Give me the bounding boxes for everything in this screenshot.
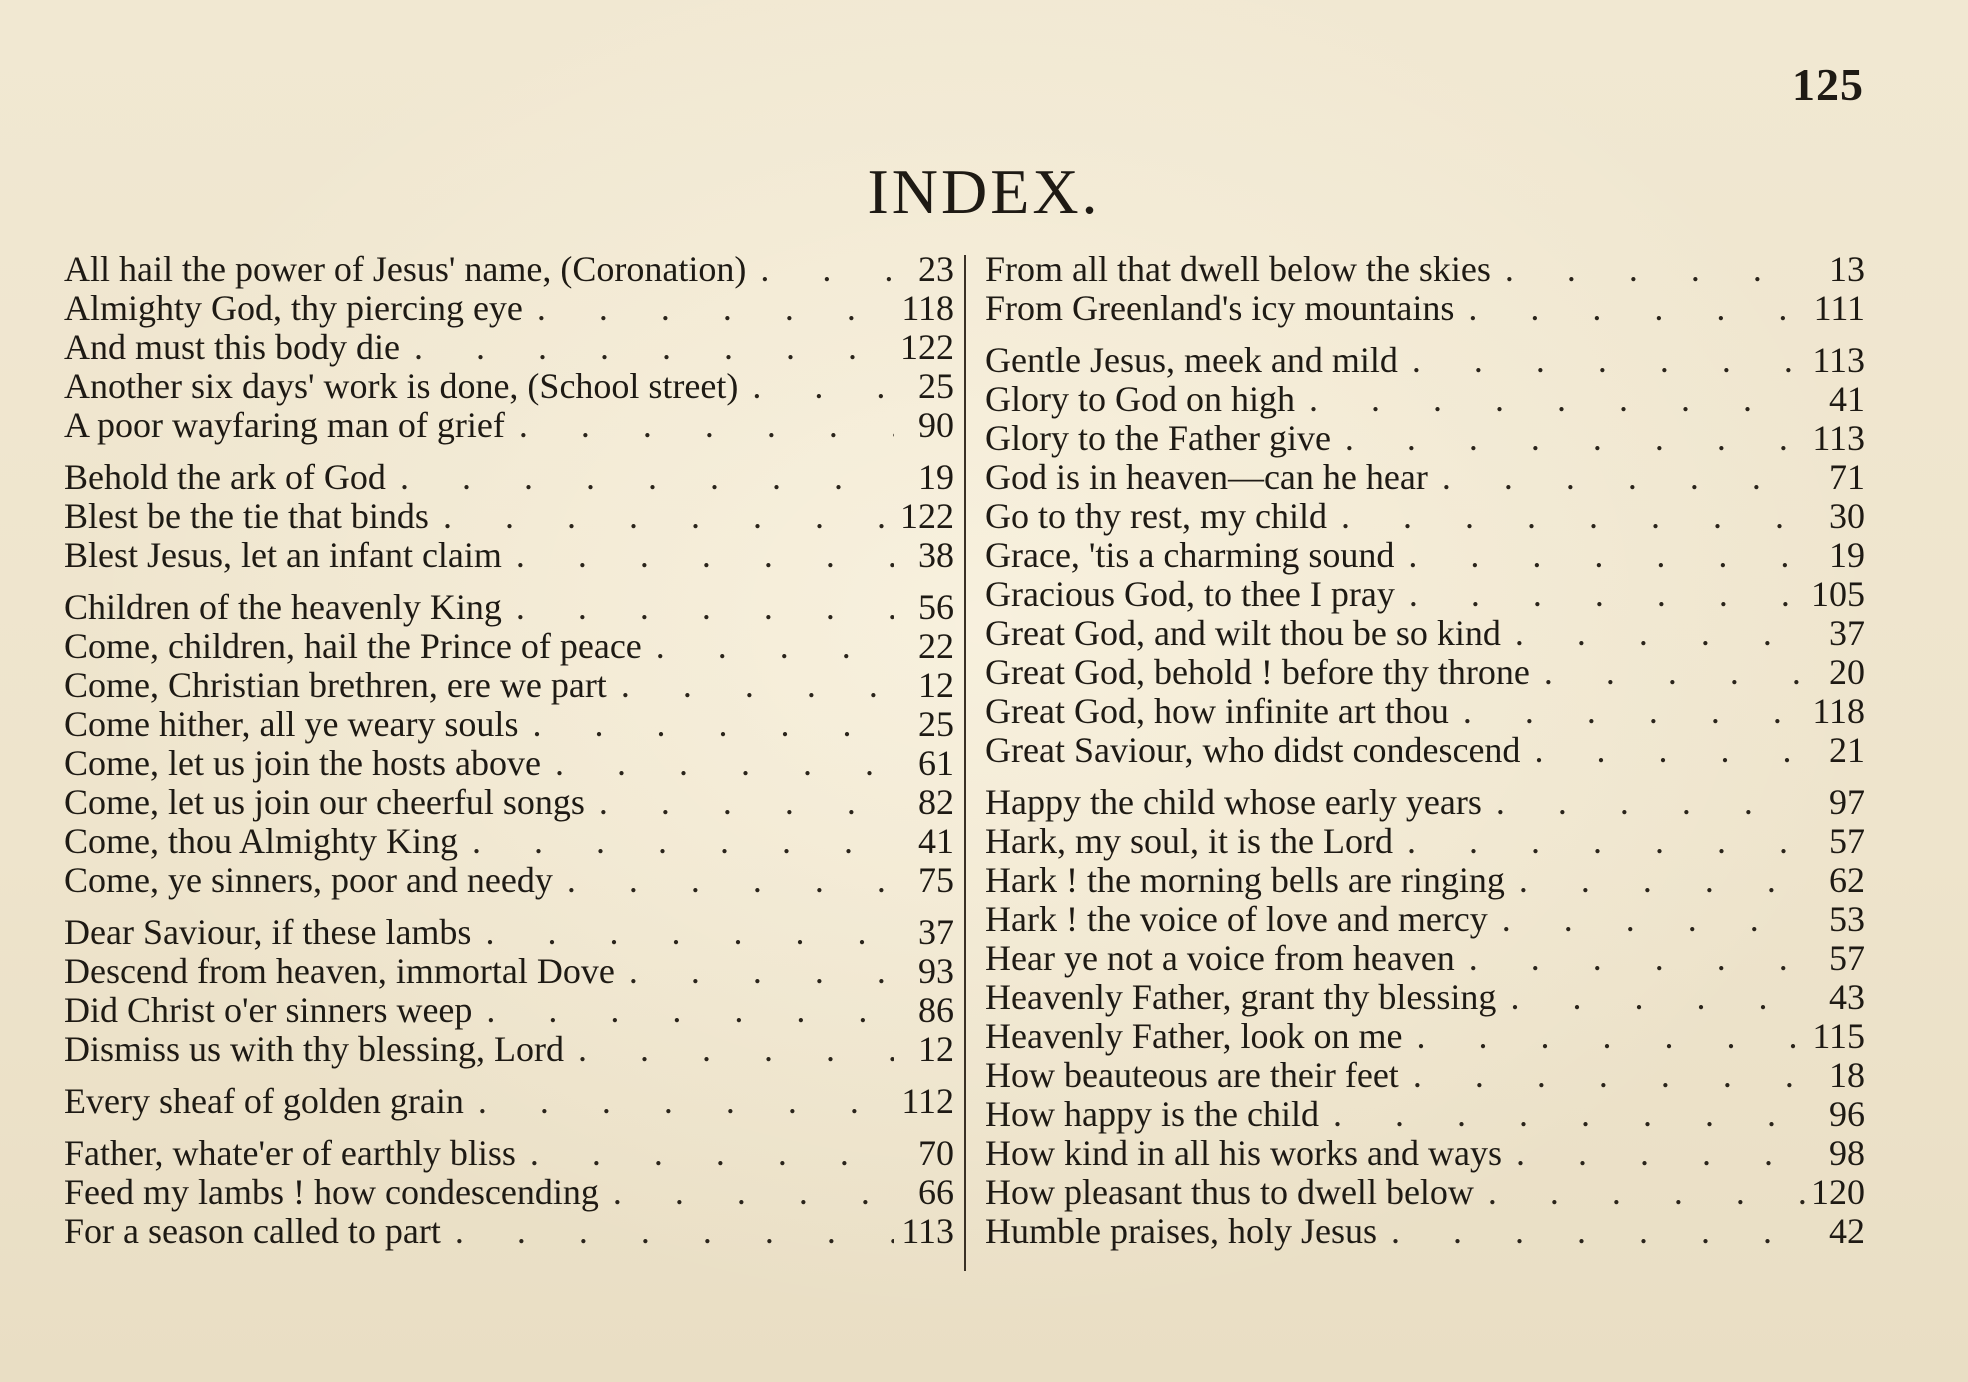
- index-column-right: [985, 250, 1865, 1264]
- index-entry: [985, 1173, 1865, 1212]
- index-letter-group: [64, 458, 954, 575]
- index-entry: [64, 1134, 954, 1173]
- index-entry: [985, 458, 1865, 497]
- dot-leader: [599, 1173, 894, 1212]
- dot-leader: [1398, 341, 1805, 380]
- hymn-title: Gentle Jesus, meek and mild: [985, 340, 1398, 380]
- dot-leader: [1482, 783, 1805, 822]
- dot-leader: [386, 458, 894, 497]
- hymn-title: Glory to the Father give: [985, 418, 1331, 458]
- hymn-title: Go to thy rest, my child: [985, 496, 1327, 536]
- dot-leader: [1428, 458, 1805, 497]
- dot-leader: [502, 588, 894, 627]
- hymn-title: Heavenly Father, grant thy blessing: [985, 977, 1497, 1017]
- index-entry: [985, 653, 1865, 692]
- hymn-title: How happy is the child: [985, 1094, 1319, 1134]
- hymn-title: Blest Jesus, let an infant claim: [64, 535, 502, 575]
- page-reference: 12: [918, 1029, 954, 1069]
- page-reference: 25: [918, 704, 954, 744]
- page-number: 125: [1792, 59, 1864, 110]
- index-entry: [64, 406, 954, 445]
- dot-leader: [585, 783, 894, 822]
- index-entry: [64, 497, 954, 536]
- dot-leader: [505, 406, 894, 445]
- index-entry: [985, 1095, 1865, 1134]
- dot-leader: [1394, 536, 1805, 575]
- hymn-title: A poor wayfaring man of grief: [64, 405, 505, 445]
- hymn-title: Great God, behold ! before thy throne: [985, 652, 1530, 692]
- index-entry: [985, 289, 1865, 328]
- hymn-title: Heavenly Father, look on me: [985, 1016, 1403, 1056]
- page-reference: 115: [1812, 1016, 1865, 1056]
- dot-leader: [1319, 1095, 1805, 1134]
- index-entry: [64, 666, 954, 705]
- index-entry: [985, 1134, 1865, 1173]
- hymn-title: Come, children, hail the Prince of peace: [64, 626, 642, 666]
- page-reference: 18: [1829, 1055, 1865, 1095]
- index-entry: [64, 1082, 954, 1121]
- page-reference: 21: [1829, 730, 1865, 770]
- hymn-title: From all that dwell below the skies: [985, 249, 1491, 289]
- dot-leader: [471, 913, 894, 952]
- hymn-title: Come, thou Almighty King: [64, 821, 459, 861]
- page-reference: 38: [918, 535, 954, 575]
- dot-leader: [502, 536, 894, 575]
- hymn-title: How kind in all his works and ways: [985, 1133, 1502, 1173]
- index-entry: [64, 991, 954, 1030]
- page-reference: 41: [1829, 379, 1865, 419]
- index-entry: [985, 536, 1865, 575]
- page-reference: 30: [1829, 496, 1865, 536]
- page-reference: 61: [918, 743, 954, 783]
- hymn-title: Great God, how infinite art thou: [985, 691, 1449, 731]
- page-reference: 25: [918, 366, 954, 406]
- dot-leader: [1501, 614, 1805, 653]
- index-entry: [64, 1030, 954, 1069]
- index-entry: [64, 367, 954, 406]
- index-entry: [64, 913, 954, 952]
- page-reference: 37: [918, 912, 954, 952]
- page-reference: 82: [918, 782, 954, 822]
- index-entry: [985, 1212, 1865, 1251]
- page-reference: 90: [918, 405, 954, 445]
- page-reference: 98: [1829, 1133, 1865, 1173]
- hymn-title: God is in heaven—can he hear: [985, 457, 1428, 497]
- dot-leader: [615, 952, 894, 991]
- hymn-title: Come, Christian brethren, ere we part: [64, 665, 607, 705]
- page-reference: 13: [1829, 249, 1865, 289]
- hymn-title: Glory to God on high: [985, 379, 1295, 419]
- hymn-title: Humble praises, holy Jesus: [985, 1211, 1377, 1251]
- dot-leader: [458, 822, 894, 861]
- dot-leader: [746, 250, 894, 289]
- page-reference: 42: [1829, 1211, 1865, 1251]
- page-reference: 57: [1829, 938, 1865, 978]
- index-entry: [985, 614, 1865, 653]
- page-reference: 93: [918, 951, 954, 991]
- page-reference: 118: [901, 288, 954, 328]
- hymn-title: Children of the heavenly King: [64, 587, 502, 627]
- page-reference: 113: [1812, 418, 1865, 458]
- page-reference: 86: [918, 990, 954, 1030]
- index-entry: [64, 536, 954, 575]
- index-entry: [64, 861, 954, 900]
- hymn-title: Hark ! the morning bells are ringing: [985, 860, 1505, 900]
- page-reference: 120: [1811, 1172, 1865, 1212]
- index-entry: [64, 1212, 954, 1251]
- hymn-title: Great Saviour, who didst condescend: [985, 730, 1521, 770]
- dot-leader: [1454, 289, 1805, 328]
- dot-leader: [1402, 1017, 1805, 1056]
- dot-leader: [429, 497, 894, 536]
- index-entry: [985, 900, 1865, 939]
- page-reference: 112: [901, 1081, 954, 1121]
- page-reference: 56: [918, 587, 954, 627]
- index-letter-group: [64, 588, 954, 900]
- hymn-title: Behold the ark of God: [64, 457, 386, 497]
- dot-leader: [464, 1082, 894, 1121]
- hymn-title: Did Christ o'er sinners weep: [64, 990, 473, 1030]
- hymn-title: Come hither, all ye weary souls: [64, 704, 519, 744]
- page-reference: 62: [1829, 860, 1865, 900]
- page-reference: 113: [901, 1211, 954, 1251]
- dot-leader: [518, 705, 894, 744]
- index-letter-group: [64, 1082, 954, 1121]
- page-reference: 12: [918, 665, 954, 705]
- index-entry: [64, 1173, 954, 1212]
- page-reference: 23: [918, 249, 954, 289]
- dot-leader: [400, 328, 894, 367]
- dot-leader: [642, 627, 894, 666]
- page-reference: 53: [1829, 899, 1865, 939]
- dot-leader: [607, 666, 894, 705]
- index-entry: [64, 328, 954, 367]
- hymn-title: Every sheaf of golden grain: [64, 1081, 464, 1121]
- dot-leader: [1295, 380, 1805, 419]
- dot-leader: [1393, 822, 1805, 861]
- index-entry: [985, 1017, 1865, 1056]
- index-entry: [64, 250, 954, 289]
- index-entry: [64, 289, 954, 328]
- dot-leader: [1496, 978, 1805, 1017]
- page-reference: 37: [1829, 613, 1865, 653]
- index-entry: [985, 783, 1865, 822]
- page-reference: 57: [1829, 821, 1865, 861]
- index-entry: [985, 692, 1865, 731]
- page-reference: 43: [1829, 977, 1865, 1017]
- dot-leader: [1455, 939, 1805, 978]
- dot-leader: [472, 991, 894, 1030]
- index-entry: [64, 822, 954, 861]
- hymn-title: Hark, my soul, it is the Lord: [985, 821, 1393, 861]
- index-letter-group: [985, 341, 1865, 770]
- index-entry: [64, 458, 954, 497]
- dot-leader: [1399, 1056, 1805, 1095]
- hymn-title: Father, whate'er of earthly bliss: [64, 1133, 516, 1173]
- hymn-title: Descend from heaven, immortal Dove: [64, 951, 615, 991]
- page-reference: 71: [1829, 457, 1865, 497]
- hymn-title: From Greenland's icy mountains: [985, 288, 1455, 328]
- page-reference: 97: [1829, 782, 1865, 822]
- page-reference: 113: [1812, 340, 1865, 380]
- hymn-title: Blest be the tie that binds: [64, 496, 429, 536]
- page-reference: 122: [900, 327, 954, 367]
- index-entry: [985, 380, 1865, 419]
- index-entry: [985, 1056, 1865, 1095]
- page-reference: 19: [918, 457, 954, 497]
- dot-leader: [738, 367, 894, 406]
- hymn-title: And must this body die: [64, 327, 401, 367]
- page-reference: 41: [918, 821, 954, 861]
- hymn-title: How beauteous are their feet: [985, 1055, 1399, 1095]
- index-entry: [64, 783, 954, 822]
- index-entry: [64, 627, 954, 666]
- hymn-title: Another six days' work is done, (School street): [64, 366, 739, 406]
- page-title: INDEX.: [867, 156, 1101, 227]
- page-reference: 75: [918, 860, 954, 900]
- dot-leader: [1377, 1212, 1805, 1251]
- dot-leader: [516, 1134, 894, 1173]
- index-entry: [985, 939, 1865, 978]
- dot-leader: [541, 744, 894, 783]
- index-entry: [985, 250, 1865, 289]
- index-entry: [985, 575, 1865, 614]
- page-reference: 111: [1813, 288, 1865, 328]
- index-entry: [985, 497, 1865, 536]
- dot-leader: [553, 861, 894, 900]
- hymn-title: Come, let us join our cheerful songs: [64, 782, 585, 822]
- dot-leader: [1491, 250, 1805, 289]
- index-entry: [985, 978, 1865, 1017]
- hymn-title: Happy the child whose early years: [985, 782, 1482, 822]
- page-reference: 105: [1811, 574, 1865, 614]
- dot-leader: [1530, 653, 1805, 692]
- hymn-title: All hail the power of Jesus' name, (Coronation): [64, 249, 747, 289]
- hymn-title: Hear ye not a voice from heaven: [985, 938, 1455, 978]
- index-letter-group: [64, 250, 954, 445]
- dot-leader: [1488, 900, 1805, 939]
- hymn-title: Hark ! the voice of love and mercy: [985, 899, 1488, 939]
- index-entry: [64, 705, 954, 744]
- page-reference: 19: [1829, 535, 1865, 575]
- dot-leader: [1395, 575, 1805, 614]
- hymn-title: How pleasant thus to dwell below: [985, 1172, 1474, 1212]
- dot-leader: [441, 1212, 894, 1251]
- page-reference: 122: [900, 496, 954, 536]
- hymn-title: Dismiss us with thy blessing, Lord: [64, 1029, 565, 1069]
- index-letter-group: [985, 783, 1865, 1251]
- dot-leader: [1505, 861, 1805, 900]
- page-reference: 22: [918, 626, 954, 666]
- dot-leader: [1327, 497, 1805, 536]
- index-letter-group: [64, 913, 954, 1069]
- index-entry: [985, 419, 1865, 458]
- index-entry: [985, 341, 1865, 380]
- page-reference: 66: [918, 1172, 954, 1212]
- index-entry: [64, 744, 954, 783]
- hymn-title: Come, let us join the hosts above: [64, 743, 541, 783]
- index-letter-group: [985, 250, 1865, 328]
- hymn-title: Dear Saviour, if these lambs: [64, 912, 472, 952]
- index-entry: [985, 822, 1865, 861]
- index-entry: [64, 588, 954, 627]
- dot-leader: [564, 1030, 894, 1069]
- hymn-title: Gracious God, to thee I pray: [985, 574, 1395, 614]
- index-entry: [985, 731, 1865, 770]
- page-reference: 70: [918, 1133, 954, 1173]
- index-entry: [985, 861, 1865, 900]
- dot-leader: [1449, 692, 1805, 731]
- dot-leader: [523, 289, 894, 328]
- dot-leader: [1331, 419, 1805, 458]
- page-reference: 96: [1829, 1094, 1865, 1134]
- index-letter-group: [64, 1134, 954, 1251]
- dot-leader: [1474, 1173, 1805, 1212]
- index-column-left: [64, 250, 954, 1264]
- dot-leader: [1520, 731, 1805, 770]
- index-entry: [64, 952, 954, 991]
- hymn-title: Come, ye sinners, poor and needy: [64, 860, 553, 900]
- hymn-title: Grace, 'tis a charming sound: [985, 535, 1395, 575]
- hymn-title: Almighty God, thy piercing eye: [64, 288, 523, 328]
- dot-leader: [1502, 1134, 1805, 1173]
- hymn-title: For a season called to part: [64, 1211, 441, 1251]
- column-divider: [964, 255, 966, 1271]
- hymn-title: Great God, and wilt thou be so kind: [985, 613, 1501, 653]
- page-reference: 20: [1829, 652, 1865, 692]
- page-reference: 118: [1812, 691, 1865, 731]
- hymn-title: Feed my lambs ! how condescending: [64, 1172, 599, 1212]
